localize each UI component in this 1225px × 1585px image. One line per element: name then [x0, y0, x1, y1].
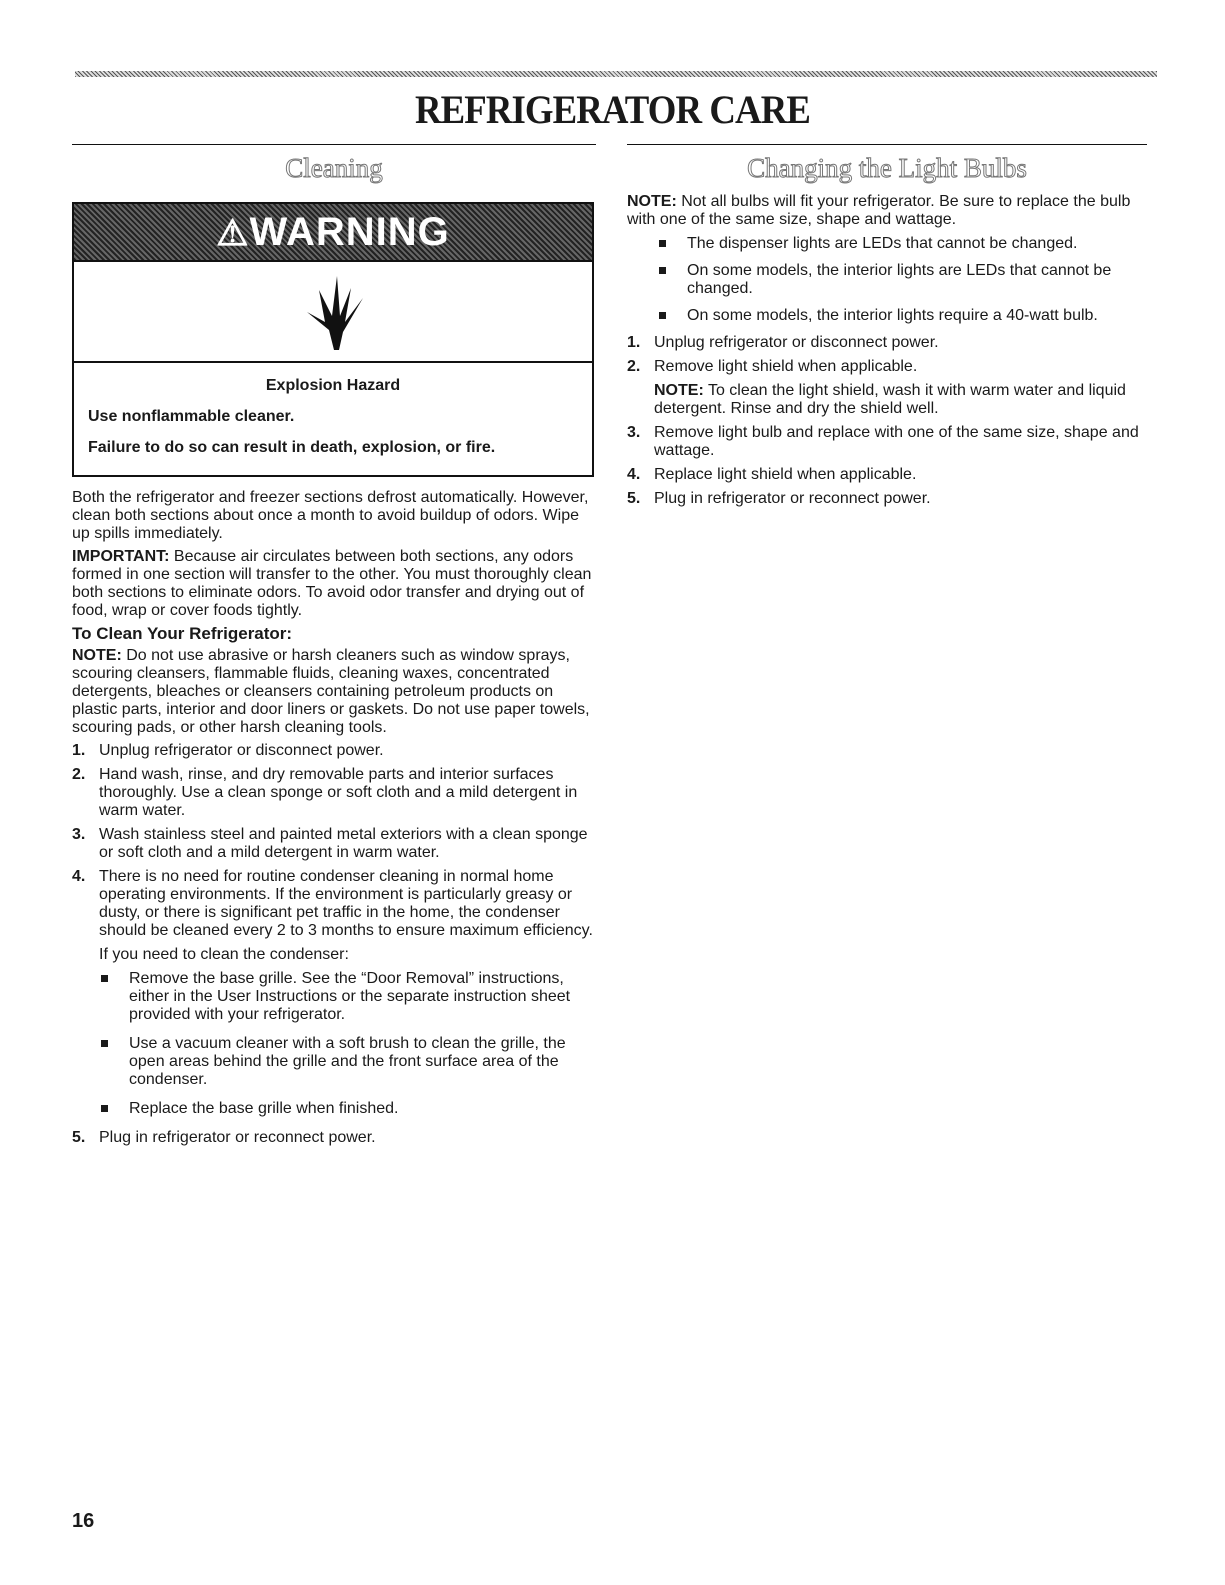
- important-text: Because air circulates between both sections, any odors formed in one section will transfer to the other. You must thoroughly clean both sections to eliminate odors. To avoid odor transfer and drying out of food, wrap or cover foods tightly.: [72, 548, 592, 619]
- list-item: The dispenser lights are LEDs that cannot be changed.: [657, 235, 1147, 253]
- note-text: Do not use abrasive or harsh cleaners such as window sprays, scouring cleansers, flammable fluids, cleaning waxes, concentrated detergents, bleaches or cleansers containing petroleum products on plastic parts, interior and door liners or gaskets. Do not use paper towels, scouring pads, or other harsh cleaning tools.: [72, 647, 590, 736]
- warning-label: WARNING: [249, 210, 450, 254]
- step-text: Remove light bulb and replace with one of the same size, shape and wattage.: [654, 424, 1139, 459]
- list-item: Replace the base grille when finished.: [99, 1100, 596, 1118]
- list-item: [72, 742, 596, 760]
- list-item: [627, 358, 1147, 418]
- clean-refrigerator-subheading: To Clean Your Refrigerator:: [72, 624, 293, 643]
- list-item: [627, 334, 1147, 352]
- note-label: NOTE:: [72, 647, 122, 664]
- right-column-rule: [627, 144, 1147, 145]
- light-bulbs-heading: Changing the Light Bulbs: [747, 153, 1027, 183]
- step-text: Remove light shield when applicable.: [654, 358, 918, 375]
- bulb-steps: [627, 334, 1147, 508]
- left-column-rule: [72, 144, 596, 145]
- top-decorative-rule: [75, 71, 1157, 77]
- step-number: 3.: [72, 826, 86, 843]
- step-text: Replace light shield when applicable.: [654, 466, 917, 483]
- hazard-consequence: Failure to do so can result in death, explosion, or fire.: [88, 439, 496, 456]
- warning-box: [72, 202, 594, 477]
- note-text: Not all bulbs will fit your refrigerator. Be sure to replace the bulb with one of the same size, shape and wattage.: [627, 193, 1131, 228]
- step-number: 2.: [72, 766, 86, 783]
- step-number: 2.: [627, 358, 641, 375]
- step-text: There is no need for routine condenser cleaning in normal home operating environments. If the environment is particularly greasy or dusty, or there is significant pet traffic in the home, the condenser should be cleaned every 2 to 3 months to ensure maximum efficiency.: [99, 868, 593, 939]
- note-text: To clean the light shield, wash it with warm water and liquid detergent. Rinse and dry the shield well.: [654, 382, 1126, 417]
- list-item: [72, 868, 596, 1118]
- page-number: 16: [72, 1510, 95, 1532]
- step-text: Hand wash, rinse, and dry removable parts and interior surfaces thoroughly. Use a clean sponge or soft cloth and a mild detergent in warm water.: [99, 766, 578, 819]
- note-label: NOTE:: [654, 382, 704, 399]
- list-item: Use a vacuum cleaner with a soft brush to clean the grille, the open areas behind the grille and the front surface area of the condenser.: [99, 1035, 596, 1089]
- important-label: IMPORTANT:: [72, 548, 170, 565]
- cleaning-heading: Cleaning: [285, 153, 383, 183]
- condenser-bullets: [99, 970, 596, 1118]
- step-number: 1.: [72, 742, 86, 759]
- list-item: [627, 466, 1147, 484]
- list-item: [72, 1129, 596, 1147]
- page-title: REFRIGERATOR CARE: [414, 87, 810, 132]
- hazard-instruction: Use nonflammable cleaner.: [88, 408, 295, 425]
- warning-triangle-icon: ⚠: [216, 212, 250, 253]
- hazard-title: Explosion Hazard: [265, 377, 401, 394]
- step-number: 5.: [72, 1129, 86, 1146]
- step-text: Wash stainless steel and painted metal exteriors with a clean sponge or soft cloth and a mild detergent in warm water.: [99, 826, 588, 861]
- step-number: 4.: [72, 868, 86, 885]
- step-text: Unplug refrigerator or disconnect power.: [99, 742, 384, 759]
- light-bulbs-section: [627, 193, 1147, 514]
- condenser-intro: If you need to clean the condenser:: [99, 946, 349, 963]
- warning-banner: [74, 204, 592, 262]
- bulb-note: [627, 193, 1147, 229]
- light-shield-note: [654, 382, 1147, 418]
- cleaning-steps: [72, 742, 596, 1147]
- important-paragraph: [72, 548, 596, 620]
- step-text: Plug in refrigerator or reconnect power.: [654, 490, 931, 507]
- list-item: [72, 826, 596, 862]
- cleaning-note: [72, 647, 596, 737]
- step-number: 4.: [627, 466, 641, 483]
- list-item: On some models, the interior lights are LEDs that cannot be changed.: [657, 262, 1147, 298]
- list-item: [627, 424, 1147, 460]
- cleaning-intro: Both the refrigerator and freezer sections defrost automatically. However, clean both sections about once a month to avoid buildup of odors. Wipe up spills immediately.: [72, 489, 589, 542]
- step-text: Unplug refrigerator or disconnect power.: [654, 334, 939, 351]
- list-item: [627, 490, 1147, 508]
- step-number: 3.: [627, 424, 641, 441]
- step-text: Plug in refrigerator or reconnect power.: [99, 1129, 376, 1146]
- list-item: [72, 766, 596, 820]
- warning-graphic: [74, 262, 592, 363]
- bulb-bullets: [657, 235, 1147, 325]
- explosion-icon: [299, 270, 369, 352]
- step-number: 1.: [627, 334, 641, 351]
- cleaning-section: [72, 489, 596, 1153]
- list-item: Remove the base grille. See the “Door Removal” instructions, either in the User Instructions or the separate instruction sheet provided with your refrigerator.: [99, 970, 596, 1024]
- note-label: NOTE:: [627, 193, 677, 210]
- step-number: 5.: [627, 490, 641, 507]
- list-item: On some models, the interior lights require a 40-watt bulb.: [657, 307, 1147, 325]
